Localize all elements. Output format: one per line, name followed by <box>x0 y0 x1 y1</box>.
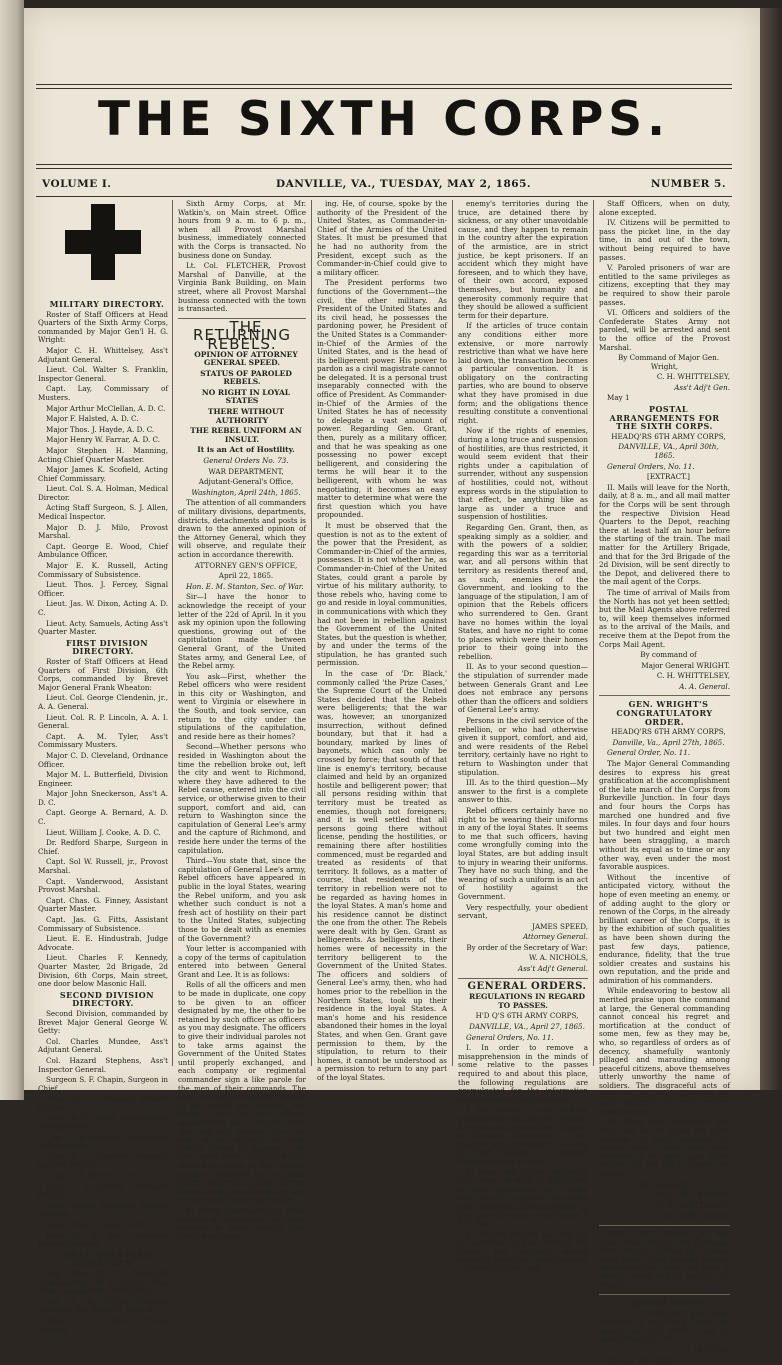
pass-regulations-continued <box>599 200 730 352</box>
directory-entry: Col. Hazard Stephens, Ass't Inspector General. <box>38 1055 168 1074</box>
general-orders-heading: GENERAL ORDERS. <box>467 980 587 992</box>
book-binding <box>0 0 24 1100</box>
directory-entry: Capt. H. B. Murray, A. D. C. <box>46 1171 147 1181</box>
directory-entry: Capt. Vanderwood, Assistant Provost Marshal. <box>38 876 168 895</box>
directory-entry: Major E. K. Russell, Acting Commissary of Subsistence. <box>38 561 168 579</box>
signer-title: Attorney General. <box>522 932 588 942</box>
postal-paragraphs <box>599 484 730 649</box>
article-paragraph: Now if the rights of enemies, during a long truce and suspension of hostilities, are thus restricted, it would seem evident that their rights under a capitulation of surrender, without any suspension of hostilities, could not, without express words in the stipulation to that effect, be anything like as large as under a truce and suspension of hostilities. <box>458 426 588 522</box>
postal-heading: POSTAL ARRANGEMENTS FOR THE SIXTH CORPS. <box>609 404 720 432</box>
book-edge <box>760 8 782 1090</box>
directory-entry: Capt. A. M. Tyler, Ass't Commissary Musters. <box>38 731 168 750</box>
article-paragraph: II. As to your second question—the stipulation of surrender made between Generals Grant and Lee does not embrace any persons other than the officers and soldiers of General Lee's army. <box>458 662 588 715</box>
postal-extract: [EXTRACT.] <box>647 472 690 482</box>
directory-entry: Dr. Redford Sharpe, Surgeon in Chief. <box>38 838 168 856</box>
second-division-heading: SECOND DIVISION DIRECTORY. <box>59 989 155 1009</box>
congratulatory-paragraphs <box>599 760 730 1179</box>
second-division-list <box>38 1038 168 1249</box>
article-paragraph: Third—You state that, since the capitulation of General Lee's army, Rebel officers have appeared in public in the loyal States, wearing the Rebel uniform, and you ask whether such conduct is not a fresh act of hostility on their part to the United States, subjecting those to be dealt with as enemies of the Government? <box>178 856 306 943</box>
congratulatory-signature: C. H. WHITTELSEY, <box>656 1200 730 1210</box>
opinion-paragraphs <box>178 593 306 1241</box>
article-paragraph: ing. He, of course, spoke by the authority of the President of the United States, as Commander-in-Chief of the Armies of the United States. It must be presumed that he had no authority from the President, except such as the Commander-in-Chief could give to a military officer. <box>317 199 447 277</box>
first-division-intro: Roster of Staff Officers at Head Quarters of First Division, 6th Corps, commanded by Brevet Major General Frank Wheaton: <box>38 656 168 692</box>
article-paragraph: Regarding Gen. Grant, then, as speaking simply as a soldier, and with the powers of a soldier, regarding this war as a territorial war, and all persons within that territory as residents thereof and, as such, enemies of the Government, and looking to the language of the stipulation, I am of opinion that the Rebels officers who surrendered to Gen. Grant have no homes within the loyal States, and have no right to come to places which were their homes prior to their going into the rebellion. <box>458 522 588 661</box>
directory-entry: Major M. L. Butterfield, Division Engineer. <box>38 770 168 788</box>
may-date: May 1 <box>607 393 630 403</box>
congratulatory-heading: GEN. WRIGHT'S CONGRATULATORY ORDER. <box>616 699 713 727</box>
headline-deck-4: THERE WITHOUT AUTHORITY <box>207 407 285 425</box>
dateline <box>36 176 732 194</box>
divider <box>599 1225 730 1226</box>
postal-by-name: Major General WRIGHT. <box>641 660 730 670</box>
command-title: Ass't Adj't Gen. <box>674 382 730 392</box>
directory-entry: Lieut. William J. Cooke, A. D. C. <box>46 827 161 837</box>
article-paragraph: In giving construction to these articles of capitulation, we must consider in what capacity Gen. Grant was speak- <box>178 1205 306 1241</box>
order-number: General Orders No. 73. <box>203 456 289 466</box>
directory-entry: Capt. Sol W. Russell, jr., Provost Marshal. <box>38 857 168 876</box>
directory-entry: Capt. Lay, Commissary of Musters. <box>38 384 168 402</box>
directory-intro: Roster of Staff Officers at Head Quarters of the Sixth Army Corps, commanded by Major Gen'l H. G. Wright: <box>38 309 168 345</box>
directory-entry: Capt. George E. Wood, Chief Ambulance Officer. <box>38 541 168 560</box>
directory-entry: Lieut. O. B. Hays, Assistant Provost Marshal. <box>38 1230 168 1249</box>
provost-paragraphs <box>178 200 306 314</box>
general-orders-sub: REGULATIONS IN REGARD TO PASSES. <box>469 992 585 1010</box>
directory-entry: Lieut. Col. R. P. Lincoln, A. A. I. General. <box>38 712 168 731</box>
place-date: DANVILLE, VA., TUESDAY, MAY 2, 1865. <box>276 178 532 190</box>
article-paragraph: You ask—First, whether the Rebel officers who were resident in this city or Washington, and went to Virginia or elsewhere in the South, and took service, can return to the city under the stipulations of the capitulation, and reside here as their homes? <box>178 671 306 741</box>
headline-deck-6: It is an Act of Hostility. <box>197 445 295 455</box>
article-paragraph: Sir—I have the honor to acknowledge the receipt of your letter of the 22d of April. In it you ask my opinion upon the following questions, growing out of the capitulation made between General Grant, of the United States army, and General Lee, of the Rebel army. <box>178 592 306 671</box>
postal-signature-title: A. A. General. <box>679 681 730 691</box>
order-by: By order of the Secretary of War: <box>466 942 588 952</box>
article-paragraph: In the case of 'Dr. Black,' commonly called 'the Prize Cases,' the Supreme Court of the United States decided that the Rebels were belligerents; that the war was, however, an unorganized insurrection, without defined boundary, but that it had a boundary, marked by lines of bayonets, which can only be crossed by force; that south of that line is enemy's territory, because claimed and held by an organized hostile and belligerent power; that all persons residing within that territory must be treated as enemies, though not foreigners; and it is well settled that all persons going there without license, pending the hostilities, or remaining there after hostilities commenced, must be regarded and treated as residents of that territory. It follows, as a matter of course, that residents of the territory in rebellion were not to be regarded as having homes in the loyal States. A man's home and his residence cannot be distinct the one from the other. The Rebels were dealt with by Gen. Grant as belligerents. As belligerents, their homes were of necessity in the territory belligerent to the Government of the United States. The officers and soldiers of General Lee's army, then, who had homes prior to the rebellion in the Northern States, took up their residence in the loyal States. A man's home and his residence abandoned their homes in the loyal States, and when Gen. Grant gave permission to them, by the stipulation, to return to their homes, it cannot be understood as a permission to return to any part of the loyal States. <box>317 669 447 1082</box>
article-paragraph: Persons in the civil service of the rebellion, or who had otherwise given it support, comfort, and aid, and were residents of the Rebel territory, certainly have no right to return to Washington under that stipulation. <box>458 716 588 777</box>
congratulatory-signature-title: Ass't Adj't General. <box>659 1211 730 1221</box>
column-rule <box>172 200 173 1066</box>
article-paragraph: Staff Officers, when on duty, alone excepted. <box>599 199 730 217</box>
headquarters-list <box>38 1270 168 1334</box>
headline-deck-3: NO RIGHT IN LOYAL STATES <box>201 387 291 406</box>
article-paragraph: Very respectfully, your obedient servant, <box>458 902 588 921</box>
article-paragraph: III. Neither Officers nor men will be permitted to pass through the picket line without special authority from these head Quarters—General Officers and <box>458 1229 588 1274</box>
article-paragraph: Second—Whether persons who resided in Washington about the time the rebellion broke out, left the city and went to Richmond, where they have adhered to the Rebel cause, entered into the civil service, or otherwise given to their support, comfort and aid, can return to Washington since the capitulation of General Lee's army and the capture of Richmond, and reside here under the terms of the capitulation. <box>178 742 306 855</box>
divider <box>458 978 588 979</box>
column-5 <box>599 199 730 1365</box>
directory-entry: Lieut. Col. George Clendenin, jr., A. A. General. <box>38 693 168 711</box>
order-by-name: W. A. NICHOLS, <box>529 953 588 963</box>
directory-entry: Capt. Jas. G. Fitts, Assistant Commissary of Subsistence. <box>38 915 168 933</box>
postal-signature: C. H. WHITTELSEY, <box>656 671 730 681</box>
article-paragraph: Rebel officers certainly have no right to be wearing their uniforms in any of the loyal States. It seems to me that such officers, having come wrongfully coming into the loyal States, are but adding insult to injury in wearing their uniforms. They have no such thing, and the wearing of such a uniform is an act of hostility against the Government. <box>458 805 588 901</box>
pass-regulations <box>458 1044 588 1273</box>
order-by-title: Ass't Adj't General. <box>517 964 588 974</box>
directory-entry: Capt. Chas. G. Finney, Assistant Quarter Master. <box>38 895 168 914</box>
directory-list <box>38 347 168 637</box>
article-paragraph: III. As to the third question—My answer to the first is a complete answer to this. <box>458 778 588 805</box>
directory-entry: Capt. George A. Bernard, A. D. C. <box>38 808 168 827</box>
article-paragraph: Sixth Army Corps, at Mr. Watkin's, on Main street. Office hours from 9 a. m. to 6 p. m., when all Provost Marshal business, immediately connected with the Corps is transacted. No business done on Sunday. <box>178 199 306 260</box>
lost-notice: $100 LOST—Strayed or was stolen from the lot of the Exchange Hotel, five or six days ago, a small black pony, of the Kanuck species, with white spots about the head. A liberal reward will be paid for its return. <box>599 1228 730 1290</box>
article-paragraph: The President performs two functions of the Government—the civil, the other military. As President of the United States and its civil head, he possesses the pardoning power, he President of the United States is a Commander-in-Chief of the Armies of the United States, and is the head of its belligerent power. His power to pardon as a civil magistrate cannot be delegated. It is a personal trust inseparably connected with the office of President. As Commander-in-Chief of the Armies of the United States he has of necessity to delegate a vast amount of power. Regarding Gen. Grant, then, purely as a military officer, and that he was speaking as one possessing no power except belligerent, and considering the terms he will bear it to the belligerent, with whom he was negotiating, it becomes an easy matter to determine what were the first question which you have propounded. <box>317 278 447 520</box>
order-body: The attention of all commanders of military divisions, departments, districts, detachments and posts is drawn to the annexed opinion of the Attorney General, which they will observe, and regulate their action in accordance therewith. <box>178 498 306 559</box>
column-1 <box>38 200 169 1334</box>
column-3 <box>317 199 447 1082</box>
article-paragraph: Without the incentive of anticipated victory, without the hope of even meeting an enemy, or of adding aught to the glory or renown of the Corps, in the already brilliant career of the Corps, it is by the exhibition of such qualities as have been shown during the past few days, patience, endurance, fidelity, that the true soldier creates and sustains his own reputation, and the pride and admiration of his commanders. <box>599 872 730 985</box>
directory-entry: Major James K. Scofield, Acting Chief Commissary. <box>38 465 168 483</box>
directory-entry: Col. Charles Mundee, Ass't Adjutant General. <box>38 1036 168 1055</box>
general-orders-number: General Orders, No. 11. <box>466 1032 554 1042</box>
directory-entry: Major F. Halsted, A. D. C. <box>46 414 139 424</box>
column-rule <box>311 200 312 1066</box>
directory-entry: Col. T. W. HYDE, Military Governor, Mr. Walker's, Main st. <box>38 1296 168 1315</box>
columns <box>36 199 732 1365</box>
postal-hq: HEADQ'RS 6TH ARMY CORPS, <box>611 431 726 441</box>
directory-entry: Lieut. Col. Walter S. Franklin, Inspector General. <box>38 365 168 383</box>
directory-entry: Capt. W. H. Lambert, Assistant Quarter Master. <box>38 1151 168 1170</box>
dateline-rule <box>36 196 732 197</box>
congratulatory-date: Danville, Va., April 27th, 1865. <box>612 737 725 747</box>
volume-label: VOLUME I. <box>42 178 112 190</box>
column-rule <box>593 200 594 1066</box>
opinion-conclusion <box>458 200 588 921</box>
headline-deck-1: OPINION OF ATTORNEY GENERAL SPEED. <box>194 349 298 368</box>
article-paragraph: The time of arrival of Mails from the North has not yet been settled; but the Mail Agents above referred to, will keep themselves informed as to the arrival of the Mails, and receive them at the Depot from the Corps Mail Agent. <box>599 587 730 649</box>
directory-entry: Lieut. Col. S. A. Holman, Medical Director. <box>38 484 168 502</box>
postal-by: By command of <box>640 650 697 660</box>
divider <box>599 1294 730 1295</box>
directory-entry: Major John Sneckerson, Ass't A. D. C. <box>38 789 168 807</box>
headline-deck-2: STATUS OF PAROLED REBELS. <box>200 368 292 387</box>
column-4 <box>458 199 588 1274</box>
column-rule <box>452 200 453 1066</box>
headline-deck-5: THE REBEL UNIFORM AN INSULT. <box>190 426 302 444</box>
directory-entry: Major Stephen H. Manning, Acting Chief Quarter Master. <box>38 445 168 464</box>
directory-entry: Capt. H. B. Masters, Commissary of Subsistence. <box>38 1132 168 1151</box>
directory-entry: Lieut. Acty. Samuels, Acting Ass't Quarter Master. <box>38 618 169 637</box>
congratulatory-number: General Order, No. 11. <box>607 748 691 758</box>
newspaper-title: THE SIXTH CORPS. <box>98 92 670 147</box>
article-paragraph: IV. Citizens will be permitted to pass the picket line, in the day time, in and out of the town, without being required to have passes. <box>599 218 730 262</box>
attorney-date: April 22, 1865. <box>218 571 274 581</box>
directory-entry: Acting Staff Surgeon, S. J. Allen, Medical Inspector. <box>38 503 168 522</box>
attorney-office: ATTORNEY GEN'S OFFICE, <box>194 560 298 570</box>
special-notice-signature: C. M. FEINE <box>683 1345 730 1355</box>
opinion-continued <box>317 200 447 1083</box>
issue-number: NUMBER 5. <box>650 178 726 190</box>
headquarters-heading: HEAD QUARTERS DIRECTORY. <box>63 1249 151 1269</box>
article-paragraph: It must be observed that the question is not as to the extent of the power that the President, as Commander-in-Chief of the armies, possesses. It is not whether he, as Commander-in-Chief of the United States, could grant a parole by virtue of his military authority, to those rebels who, having come to go and reside in loyal communities, in communications with which they had not been in rebellion against the Government of the United States, but the question is whether, by and under the terms of the stipulation, he has granted such permission. <box>317 520 447 668</box>
salutation: Hon. E. M. Stanton, Sec. of War. <box>186 581 304 591</box>
command-name: C. H. WHITTELSEY, <box>656 372 730 382</box>
directory-entry: Major Jas. D. Duncan, Pioneer Officer. <box>38 1094 168 1112</box>
article-paragraph: I. In order to remove a misapprehension in the minds of some relative to the passes required to and about this place, the following regulations are promulgated for the information and guidance of all concerned. <box>458 1043 588 1104</box>
directory-entry: Lieut. Jas. W. Dixon, Acting A. D. C. <box>38 599 168 617</box>
postal-date: DANVILLE, VA., April 30th, 1865. <box>618 442 719 461</box>
congratulatory-hq: HEADQ'RS 6TH ARMY CORPS, <box>611 727 726 737</box>
general-orders-hq: H'D Q'S 6TH ARMY CORPS, <box>475 1011 579 1021</box>
directory-entry: Major W. H. Terrill, commanding Sharpshooters. <box>38 1113 168 1132</box>
article-paragraph: V. Paroled prisoners of war are entitled to the same privileges as citizens, excepting that they may be required to show their parole passes. <box>599 263 730 307</box>
special-notice-date: January 4th, 1865.—1t <box>607 1355 690 1365</box>
special-notice-body: A L L PERSONS who have accounts at my Drug Store will please call and settle. Cash or some receipt. Dr. 40. <box>599 1308 730 1344</box>
directory-entry: Lieut. Chas. S. Annes, A. D. C. <box>46 1220 156 1229</box>
article-paragraph: I. No officers or men will be permitted to visit the town without a written pass from either Division or Brigade Commanders. This, however, will not apply to General or Staff Officers, or mounted Orderlies when on duty. <box>458 1105 588 1166</box>
masthead <box>36 80 732 176</box>
directory-entry: Major D. J. MILN, Provost Marshal <box>38 1315 168 1334</box>
column-2 <box>178 199 306 1241</box>
divider <box>599 695 730 696</box>
article-paragraph: Rolls of all the officers and men to be made in duplicate, one copy to be given to an officer designated by me, the other to be retained by such officer as officers as you may designate. The officers to give their individual paroles not to take arms against the Government of the United States until properly exchanged, and each company or regimental commander sign a like parole for the men of their commands. The arms, artillery, and public property to be parked and stacked, and turned over to the officers appointed by me to receive them. This will not embrace the side arms of the officers, nor their private horses or baggage. This done, each officer and man will be allowed to return to their homes, not to be disturbed by the United States authority so long as they observe their parole and the laws in force where they may reside. <box>178 980 306 1205</box>
article-paragraph: VI. Officers and soldiers of the Confederate States Army not paroled, will be arrested and sent to the office of the Provost Marshal. <box>599 308 730 352</box>
article-paragraph: enemy's territories during the truce, are detained there by sickness, or any other unavoidable cause, and they happen to remain in the country after the expiration of the armistice, are in strict justice, be kept prisoners. If an accident which they might have foreseen, and to which they have, of their own accord, exposed themselves, but humanity and generosity commonly require that they should be allowed a sufficient term for their departure. <box>458 199 588 320</box>
directory-entry: Major C. H. Whittelsey, Ass't Adjutant General. <box>38 345 168 364</box>
directory-entry: Major Arthur McClellan, A. D. C. <box>46 403 166 413</box>
article-paragraph: The Major General Commanding desires to express his great gratification at the accomplishment of the late march of the Corps from Burkeville Junction. In four days and four hours the Corps has marched one hundred and five miles. In four days and four hours but two hundred and eight men have been straggling, a march without its equal as to time or any other way, even under the most favorable auspices. <box>599 759 730 872</box>
military-directory-heading: MILITARY DIRECTORY. <box>49 299 165 309</box>
directory-entry: Surgeon S. F. Chapin, Surgeon in Chief. <box>38 1075 168 1093</box>
article-paragraph: II. Passes will not be granted to more than one-third of the officers in each organization, or to more than two (2) enlisted men from each Company. Those granted to the men will expire at or before 8 P.M. daily. <box>458 1167 588 1229</box>
article-paragraph: If the articles of truce contain any conditions either more extensive, or more narrowly restrictive than what we have here laid down, the transaction becomes a particular convention. It is obligatory on the contracting parties, who are bound to observe what they have promised in due form; and the obligations thence resulting constitute a conventional right. <box>458 321 588 425</box>
article-paragraph: II. Mails will leave for the North, daily, at 8 a. m., and all mail matter for the Corps will be sent through the respective Division Head Quarters to the Depot, reaching there at least half an hour before the starting of the train. The mail matter for the Artillery Brigade, and that for the 3rd Brigade of the 2d Division, will be sent directly to the Depot, and delivered there to the mail agent of the Corps. <box>599 482 730 587</box>
first-division-heading: FIRST DIVISION DIRECTORY. <box>65 637 148 657</box>
special-notice-heading: Special Notice. <box>630 1298 707 1309</box>
order-office: Adjutant-General's Office, <box>198 477 294 487</box>
article-paragraph: Let these men remember that they have but to follow the noble example of their comrades to enable them to bear their share hereafter in the good name which history will not fail to award this Corps. <box>599 1117 730 1178</box>
order-date: Washington, April 24th, 1865. <box>191 487 301 497</box>
congratulatory-by-name: MAJ. GEN. WRIGHT, <box>655 1190 730 1200</box>
directory-entry: Major D. J. Milo, Provost Marshal. <box>38 522 168 541</box>
second-division-intro: Second Division, commanded by Brevet Major General George W. Getty: <box>38 1008 168 1036</box>
postal-number: General Orders, No. 11. <box>607 461 695 471</box>
signer-name: JAMES SPEED, <box>532 921 588 931</box>
article-paragraph: While endeavoring to bestow all merited praise upon the command at large, the General commanding cannot conceal his regret and mortification at the conduct of some men, few as they may be, who, so regardless of orders as of decency, shamefully wantonly pillaged and marauding among peaceful citizens, above themselves utterly unworthy the name of soldiers. The disgraceful acts of these few men have made them the sole exception to the general commendation. <box>599 986 730 1116</box>
directory-entry: Major Henry W. Farrar, A. D. C. <box>46 435 161 445</box>
directory-entry: Capt. J. J. Gifford, Ordnance Officer. <box>38 1181 168 1200</box>
directory-entry: Lieut. Thos. J. Fercey, Signal Officer. <box>38 580 168 598</box>
directory-entry: Capt. George McGinley, Provost Marshal. <box>38 1200 168 1219</box>
command-by: By Command of Major Gen. Wright, <box>618 353 719 371</box>
returning-rebels-headline: THE RETURNING REBELS. <box>193 317 291 353</box>
article-paragraph: Your letter is accompanied with a copy of the terms of capitulation entered into between General Grant and Lee. It is as follows: <box>178 944 306 979</box>
article-paragraph: Lt. Col. FLETCHER, Provost Marshal of Danville, at the Virginia Bank Building, on Main street, where all Provost Marshal business connected with the town is transacted. <box>178 261 306 314</box>
first-division-list <box>38 694 168 988</box>
general-orders-date: DANVILLE, VA., April 27, 1865. <box>469 1022 585 1032</box>
directory-entry: Lieut. E. E. Hindustrab, Judge Advocate. <box>38 934 168 952</box>
directory-entry: Major Thos. J. Hayde, A. D. C. <box>46 424 155 434</box>
directory-entry: Lieut. Charles F. Kennedy, Quarter Master, 2d Brigade, 2d Division, 6th Corps, Main street, one door below Masonic Hall. <box>38 953 168 989</box>
directory-entry: Maj. Gen. H. G. WRIGHT, Commanding 6th A. Corps, Main street, opposite Mr. Sutherlin's. <box>38 1268 168 1296</box>
order-from: WAR DEPARTMENT, <box>208 466 284 476</box>
congratulatory-by: By command of <box>640 1179 697 1189</box>
directory-entry: Major C. D. Cleveland, Ordnance Officer. <box>38 750 168 769</box>
corps-cross-icon <box>65 204 141 280</box>
